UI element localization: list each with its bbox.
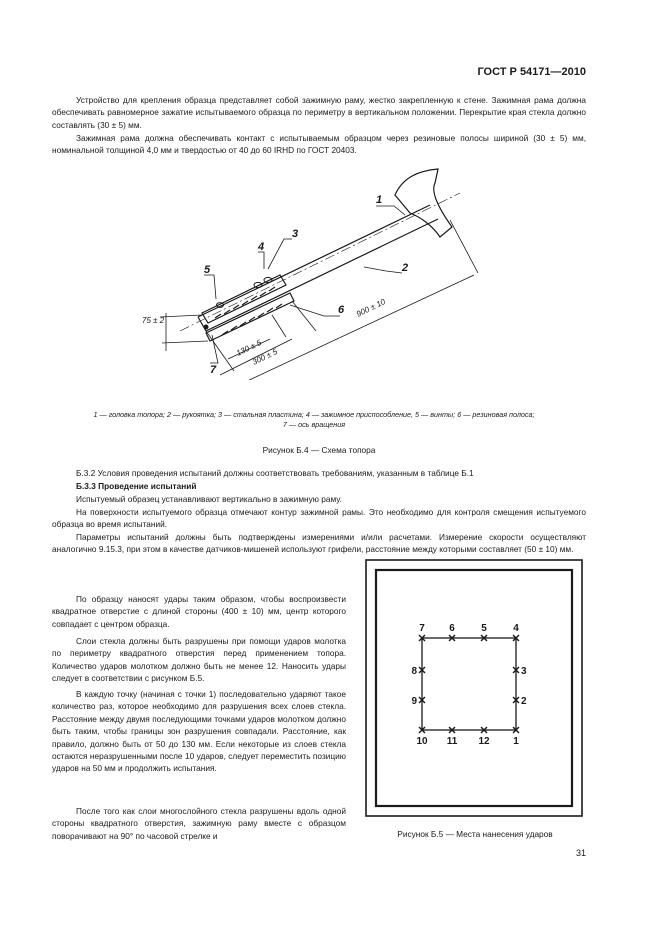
legend-item-5: 5 — винты; [415, 410, 456, 419]
dim-75: 75 ± 2 [142, 316, 165, 325]
axe-diagram [140, 165, 490, 380]
figure5-caption: Рисунок Б.5 — Места нанесения ударов [397, 829, 553, 839]
legend-item-1: 1 — головка топора; [93, 410, 166, 419]
paragraph-points: В каждую точку (начиная с точки 1) последовательно ударяют такое количество раз, которое необходимо для разрушения всех слоев стекла. Расстояние между двумя последующими точками ударов молотком должно быть таким, чтобы границы зон разрушения совпадали. Расстояние, как правило, должно быть от 50 до 130 мм. Если некоторые из слоев стекла остаются неразрушенными после 10 ударов, следует переместить позицию ударов на 50 мм и продолжить испытания. [52, 689, 346, 774]
impact-point-label-6: 6 [449, 623, 455, 634]
heading-b33: Б.3.3 Проведение испытаний [76, 481, 197, 491]
label-4: 4 [258, 241, 265, 253]
document-id: ГОСТ Р 54171—2010 [477, 66, 586, 78]
impact-point-label-9: 9 [411, 696, 417, 707]
label-1: 1 [376, 194, 383, 206]
legend-item-2: 2 — рукоятка; [167, 410, 217, 419]
label-3: 3 [292, 228, 299, 240]
paragraph-rubber-strips: Зажимная рама должна обеспечивать контакт с испытываемым образцом через резиновые полосы шириной (30 ± 5) мм, номинальной толщиной 4,0 мм и твердостью от 40 до 60 IRHD по ГОСТ 20403. [52, 133, 586, 156]
page-number: 31 [575, 848, 586, 858]
impact-point-label-12: 12 [478, 736, 490, 747]
legend-item-4: 4 — зажимное приспособление, [305, 410, 414, 419]
paragraph-rotate: После того как слои многослойного стекла разрушены вдоль одной стороны квадратного отверстия, зажимную раму вместе с образцом поворачивают на 90° по часовой стрелке и [52, 806, 346, 841]
impact-marks [419, 635, 519, 733]
paragraph-square-hole: По образцу наносят удары таким образом, чтобы воспроизвести квадратное отверстие с длиной стороны (400 ± 10) мм, центр которого совпадает с центром образца. [52, 594, 346, 629]
impact-points-diagram [364, 558, 586, 820]
impact-point-label-7: 7 [419, 623, 425, 634]
paragraph-params: Параметры испытаний должны быть подтверждены измерениями и/или расчетами. Измерение скорости осуществляют аналогично 9.15.3, при этом в качестве датчиков-мишеней используют грифели, расстояние между которыми составляет (50 ± 10) мм. [52, 532, 586, 555]
paragraph-clamp-device: Устройство для крепления образца представляет собой зажимную раму, жестко закрепленную к стене. Зажимная рама должна обеспечивать равномерное зажатие испытываемого образца по периметру в вертикальном положении. Перекрытие края стекла должно составлять (30 ± 5) мм. [52, 95, 586, 130]
paragraph-contour: На поверхности испытуемого образца отмечают контур зажимной рамы. Это необходимо для контроля смещения испытуемого образца во время испытаний. [52, 507, 586, 530]
impact-point-label-8: 8 [411, 666, 417, 677]
paragraph-mount: Испытуемый образец устанавливают вертикально в зажимную раму. [76, 494, 342, 504]
impact-point-label-1: 1 [513, 736, 519, 747]
impact-point-label-2: 2 [521, 696, 527, 707]
figure4-legend [40, 410, 588, 430]
square-hole [422, 638, 516, 730]
inner-frame [376, 570, 572, 806]
impact-point-label-3: 3 [521, 666, 527, 677]
paragraph-b32: Б.3.2 Условия проведения испытаний должны соответствовать требованиям, указанным в таблице Б.1 [76, 468, 474, 478]
label-6: 6 [338, 304, 345, 316]
axe-head-shape [395, 169, 452, 237]
outer-frame [366, 560, 582, 816]
rotation-axis-mark [204, 325, 209, 330]
impact-point-label-10: 10 [416, 736, 428, 747]
legend-item-3: 3 — стальная пластина; [218, 410, 304, 419]
legend-item-6: 6 — резиновая полоса; [457, 410, 535, 419]
label-5: 5 [204, 264, 211, 276]
label-7: 7 [210, 364, 217, 376]
legend-item-7: 7 — ось вращения [282, 420, 346, 429]
dim-130: 130 ± 5 [234, 338, 263, 358]
figure4-caption: Рисунок Б.4 — Схема топора [262, 445, 376, 455]
dim-900: 900 ± 10 [354, 297, 387, 319]
paragraph-hammer: Слои стекла должны быть разрушены при помощи ударов молотка по периметру квадратного отверстия перед применением топора. Количество ударов молотком должно быть не менее 12. Наносить удары следует в соответствии с рисунком Б.5. [52, 636, 346, 684]
impact-point-label-5: 5 [481, 623, 487, 634]
label-2: 2 [402, 262, 409, 274]
impact-point-label-11: 11 [446, 736, 458, 747]
dim-300: 300 ± 5 [250, 347, 279, 367]
impact-point-label-4: 4 [513, 623, 519, 634]
